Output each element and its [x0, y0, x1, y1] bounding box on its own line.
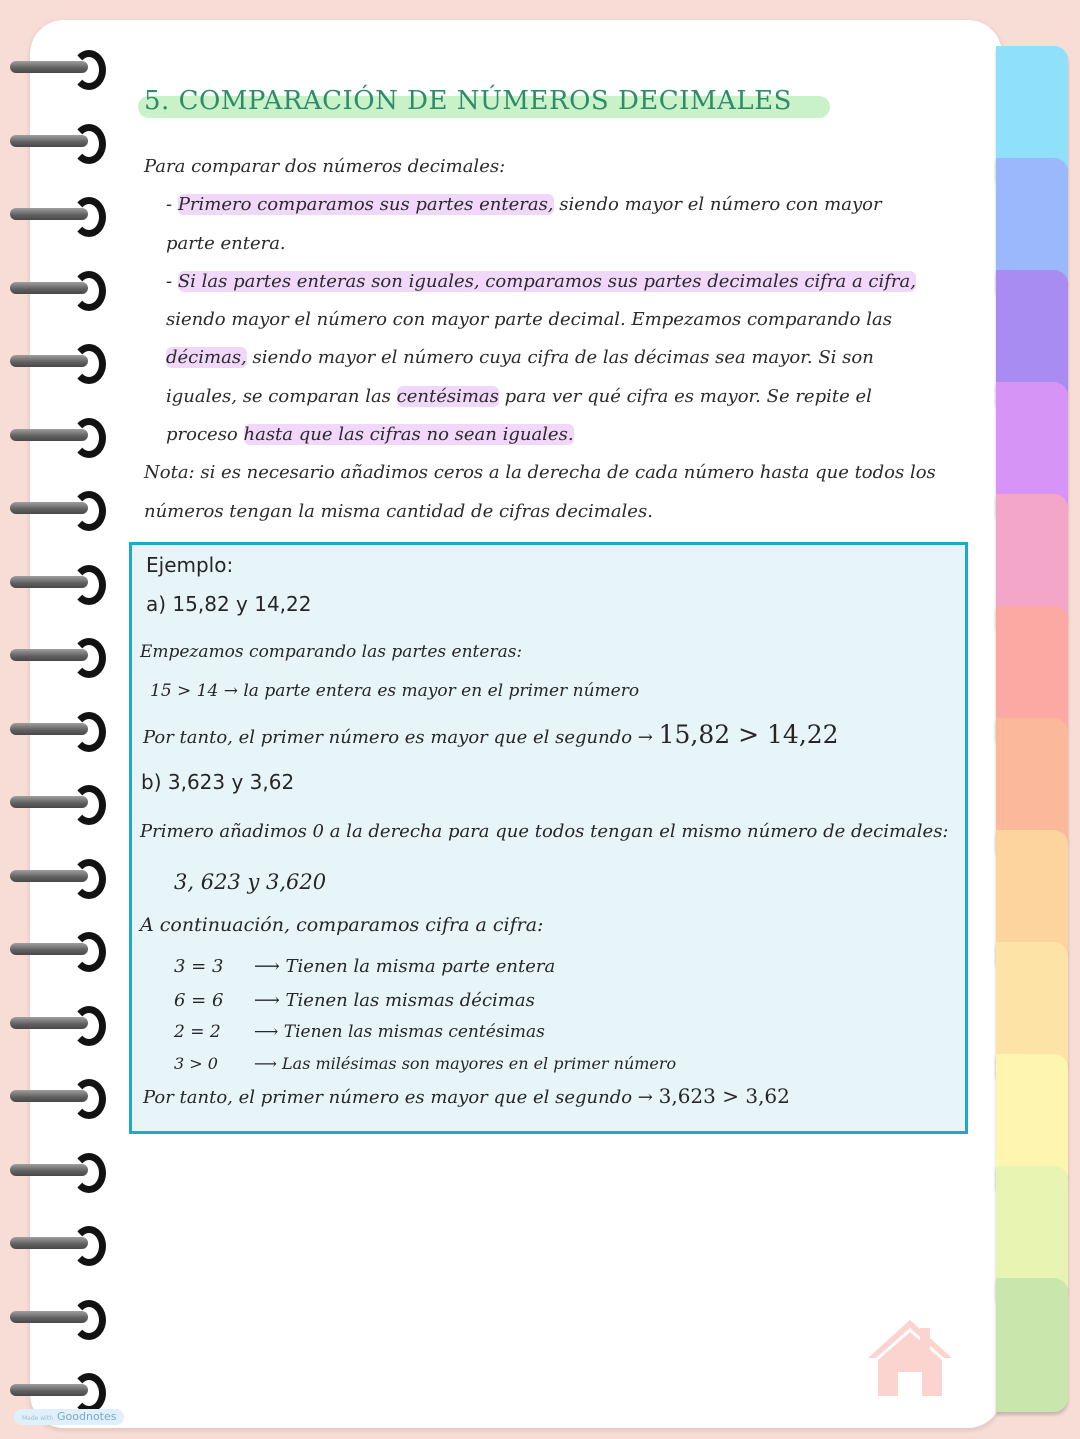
tab-green[interactable] — [996, 1278, 1068, 1412]
rule-1-line-1 — [144, 186, 974, 224]
binder-ring-icon — [10, 197, 102, 233]
rule-1-line-2: parte entera. — [166, 232, 286, 254]
example-a-title: a) 15,82 y 14,22 — [146, 592, 312, 616]
rule-2-highlight-4: hasta que las cifras no sean iguales. — [243, 424, 574, 446]
step-compare: 3 = 3 — [174, 956, 224, 977]
explanation-text — [144, 148, 974, 531]
example-b-line-2: 3, 623 y 3,620 — [174, 870, 327, 894]
step-description: ⟶ Tienen las mismas décimas — [254, 990, 535, 1011]
rule-1-dash: - — [166, 194, 178, 216]
page-title: 5. COMPARACIÓN DE NÚMEROS DECIMALES — [144, 86, 792, 116]
binder-ring-icon — [10, 1226, 102, 1262]
example-label: Ejemplo: — [146, 553, 234, 577]
rule-2-line-4-pre: iguales, se comparan las — [166, 385, 397, 407]
step-compare: 2 = 2 — [174, 1022, 221, 1042]
rule-2-line-4 — [144, 378, 974, 416]
example-a-result: 15,82 > 14,22 — [658, 720, 839, 749]
example-b-line-1: Primero añadimos 0 a la derecha para que todos tengan el mismo número de decimales: — [140, 821, 949, 842]
rule-2-line-3-rest: siendo mayor el número cuya cifra de las décimas sea mayor. Si son — [246, 347, 874, 369]
binder-ring-icon — [10, 638, 102, 674]
binder-ring-icon — [10, 344, 102, 380]
step-description: ⟶ Tienen la misma parte entera — [254, 956, 556, 977]
step-compare: 3 > 0 — [174, 1054, 218, 1073]
note-line-1: Nota: si es necesario añadimos ceros a la derecha de cada número hasta que todos los — [144, 462, 936, 484]
example-a-line-3 — [143, 720, 839, 749]
step-row — [174, 956, 555, 977]
step-row — [174, 1022, 545, 1042]
rule-2-line-5 — [144, 416, 974, 454]
note-line-2: números tengan la misma cantidad de cifras decimales. — [144, 500, 653, 522]
binder-ring-icon — [10, 712, 102, 748]
title-block — [136, 86, 792, 116]
binder-ring-icon — [10, 565, 102, 601]
rule-1-rest: siendo mayor el número con mayor — [553, 194, 882, 216]
binder-ring-icon — [10, 785, 102, 821]
binder-ring-icon — [10, 124, 102, 160]
binder-ring-icon — [10, 271, 102, 307]
intro-line: Para comparar dos números decimales: — [144, 156, 506, 177]
example-b-result: 3,623 > 3,62 — [658, 1084, 790, 1108]
binder-ring-icon — [10, 418, 102, 454]
rule-2-line-4-rest: para ver qué cifra es mayor. Se repite el — [498, 385, 872, 407]
example-b-final-text: Por tanto, el primer número es mayor que el segundo → — [143, 1087, 653, 1108]
watermark-brand: Goodnotes — [57, 1410, 117, 1423]
step-row — [174, 1054, 676, 1073]
binder-ring-icon — [10, 932, 102, 968]
binder-ring-icon — [10, 50, 102, 86]
step-description: ⟶ Tienen las mismas centésimas — [254, 1022, 545, 1042]
watermark-prefix: Made with — [22, 1415, 53, 1422]
step-description: ⟶ Las milésimas son mayores en el primer número — [254, 1054, 677, 1073]
goodnotes-watermark — [14, 1409, 124, 1425]
step-row — [174, 990, 535, 1011]
rule-2-dash: - — [166, 270, 178, 292]
example-a-line-2: 15 > 14 → la parte entera es mayor en el primer número — [150, 681, 640, 701]
rule-2-line-5-pre: proceso — [166, 424, 244, 446]
binder-ring-icon — [10, 859, 102, 895]
example-b-title: b) 3,623 y 3,62 — [141, 770, 295, 794]
rule-1-highlight: Primero comparamos sus partes enteras, — [177, 194, 554, 216]
rule-2-line-2: siendo mayor el número con mayor parte decimal. Empezamos comparando las — [166, 309, 892, 331]
home-icon[interactable] — [868, 1320, 952, 1398]
binder-ring-icon — [10, 1153, 102, 1189]
rule-2-line-3 — [144, 339, 974, 377]
binder-ring-icon — [10, 491, 102, 527]
rule-2-line-1 — [144, 263, 974, 301]
rule-2-highlight-3: centésimas — [396, 385, 499, 407]
rule-2-highlight-2: décimas, — [166, 347, 247, 369]
example-a-line-3-text: Por tanto, el primer número es mayor que el segundo → — [143, 727, 653, 748]
binder-ring-icon — [10, 1079, 102, 1115]
binder-ring-icon — [10, 1300, 102, 1336]
example-b-line-3: A continuación, comparamos cifra a cifra: — [140, 914, 544, 936]
example-b-final — [143, 1084, 790, 1108]
step-compare: 6 = 6 — [174, 990, 224, 1011]
rule-2-highlight-1: Si las partes enteras son iguales, comparamos sus partes decimales cifra a cifra, — [177, 270, 916, 292]
binder-ring-icon — [10, 1006, 102, 1042]
binder-ring-icon — [10, 1373, 102, 1409]
binder-rings — [0, 0, 110, 1439]
example-a-line-1: Empezamos comparando las partes enteras: — [140, 642, 523, 662]
